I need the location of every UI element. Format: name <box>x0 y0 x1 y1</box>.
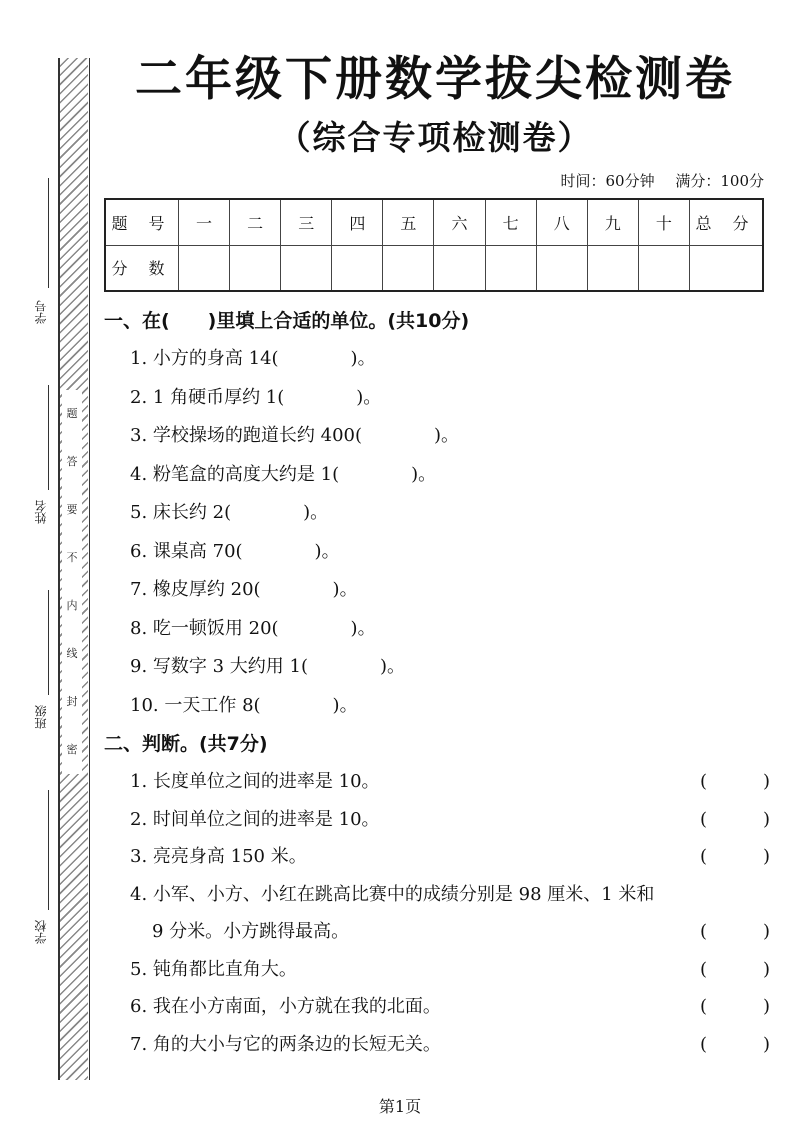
score-table <box>104 198 764 292</box>
section-2-title: 二、判断。(共7分) <box>104 733 268 755</box>
judge-question: 3. 亮亮身高 150 米。 ( ) <box>104 838 774 876</box>
time-limit: 时间：60分钟 <box>560 172 655 190</box>
score-table-cell: 分 数 <box>105 245 179 291</box>
seal-char: 线 <box>66 647 78 660</box>
score-input-cell[interactable] <box>587 245 638 291</box>
seal-char: 封 <box>66 695 78 708</box>
seal-char: 题 <box>66 407 78 420</box>
answer-brackets[interactable]: ( ) <box>700 996 770 1017</box>
full-score: 满分：100分 <box>675 172 764 190</box>
seal-line-text <box>62 390 82 774</box>
score-input-cell[interactable] <box>383 245 434 291</box>
school-field: 学校 <box>33 920 48 944</box>
score-table-cell: 四 <box>332 199 383 245</box>
class-line <box>48 590 49 695</box>
fill-question: 4. 粉笔盒的高度大约是 1( )。 <box>130 463 437 485</box>
page-subtitle: （综合专项检测卷） <box>277 118 593 157</box>
score-table-cell: 一 <box>179 199 230 245</box>
seal-char: 密 <box>66 743 78 756</box>
fill-question: 3. 学校操场的跑道长约 400( )。 <box>130 425 460 446</box>
name-field: 姓名 <box>33 500 48 524</box>
score-table-cell: 总 分 <box>690 199 764 245</box>
score-table-cell: 六 <box>434 199 485 245</box>
judge-question: 1. 长度单位之间的进率是 10。 ( ) <box>104 763 774 801</box>
answer-brackets[interactable]: ( ) <box>700 921 770 942</box>
seal-char: 内 <box>66 599 78 612</box>
exam-meta <box>560 170 764 191</box>
score-table-header-row <box>105 199 763 245</box>
judge-question: 4. 小军、小方、小红在跳高比赛中的成绩分别是 98 厘米、1 米和 <box>130 883 655 905</box>
score-table-cell: 三 <box>281 199 332 245</box>
answer-brackets[interactable]: ( ) <box>700 771 770 792</box>
judge-question-continued: 9 分米。小方跳得最高。 ( ) <box>104 913 774 951</box>
class-field: 班级 <box>33 705 48 729</box>
score-table-score-row <box>105 245 763 291</box>
student-id-line <box>48 178 49 288</box>
seal-char: 要 <box>66 503 78 516</box>
judge-question: 5. 钝角都比直角大。 ( ) <box>104 951 774 989</box>
judge-question: 2. 时间单位之间的进率是 10。 ( ) <box>104 801 774 839</box>
fill-question: 7. 橡皮厚约 20( )。 <box>130 579 358 600</box>
score-table-cell: 八 <box>536 199 587 245</box>
school-line <box>48 790 49 910</box>
fill-question: 8. 吃一顿饭用 20( )。 <box>130 617 376 639</box>
page-title: 二年级下册数学拔尖检测卷 <box>135 52 735 107</box>
score-input-cell[interactable] <box>638 245 689 291</box>
fill-question: 2. 1 角硬币厚约 1( )。 <box>130 386 382 408</box>
score-input-cell[interactable] <box>434 245 485 291</box>
fill-question: 6. 课桌高 70( )。 <box>130 540 340 562</box>
score-table-cell: 二 <box>230 199 281 245</box>
score-input-cell[interactable] <box>332 245 383 291</box>
section-1-title: 一、在( )里填上合适的单位。(共10分) <box>104 310 470 332</box>
page-number: 第1页 <box>378 1097 422 1116</box>
student-id-line-wrap <box>22 178 58 288</box>
seal-char: 不 <box>66 551 78 564</box>
name-line <box>48 385 49 490</box>
score-input-cell[interactable] <box>179 245 230 291</box>
fill-question: 5. 床长约 2( )。 <box>130 502 329 523</box>
fill-question: 10. 一天工作 8( )。 <box>130 694 358 716</box>
score-input-cell[interactable] <box>485 245 536 291</box>
answer-brackets[interactable]: ( ) <box>700 1033 770 1055</box>
exam-content <box>104 302 774 1063</box>
score-table-cell: 五 <box>383 199 434 245</box>
school-line-wrap <box>22 790 58 910</box>
answer-brackets[interactable]: ( ) <box>700 958 770 980</box>
score-input-cell[interactable] <box>230 245 281 291</box>
fill-question: 9. 写数字 3 大约用 1( )。 <box>130 656 406 677</box>
seal-char: 答 <box>66 455 78 468</box>
score-table-cell: 题 号 <box>105 199 179 245</box>
fill-question: 1. 小方的身高 14( )。 <box>130 348 376 369</box>
class-line-wrap <box>22 590 58 695</box>
score-table-cell: 七 <box>485 199 536 245</box>
judge-question: 6. 我在小方南面，小方就在我的北面。 ( ) <box>104 988 774 1026</box>
student-id-field: 学号 <box>33 300 48 324</box>
answer-brackets[interactable]: ( ) <box>700 846 770 867</box>
score-table-cell: 十 <box>638 199 689 245</box>
name-line-wrap <box>22 385 58 490</box>
score-input-cell[interactable] <box>536 245 587 291</box>
score-input-cell[interactable] <box>690 245 764 291</box>
score-input-cell[interactable] <box>281 245 332 291</box>
score-table-cell: 九 <box>587 199 638 245</box>
judge-question: 7. 角的大小与它的两条边的长短无关。 ( ) <box>104 1026 774 1064</box>
answer-brackets[interactable]: ( ) <box>700 808 770 830</box>
